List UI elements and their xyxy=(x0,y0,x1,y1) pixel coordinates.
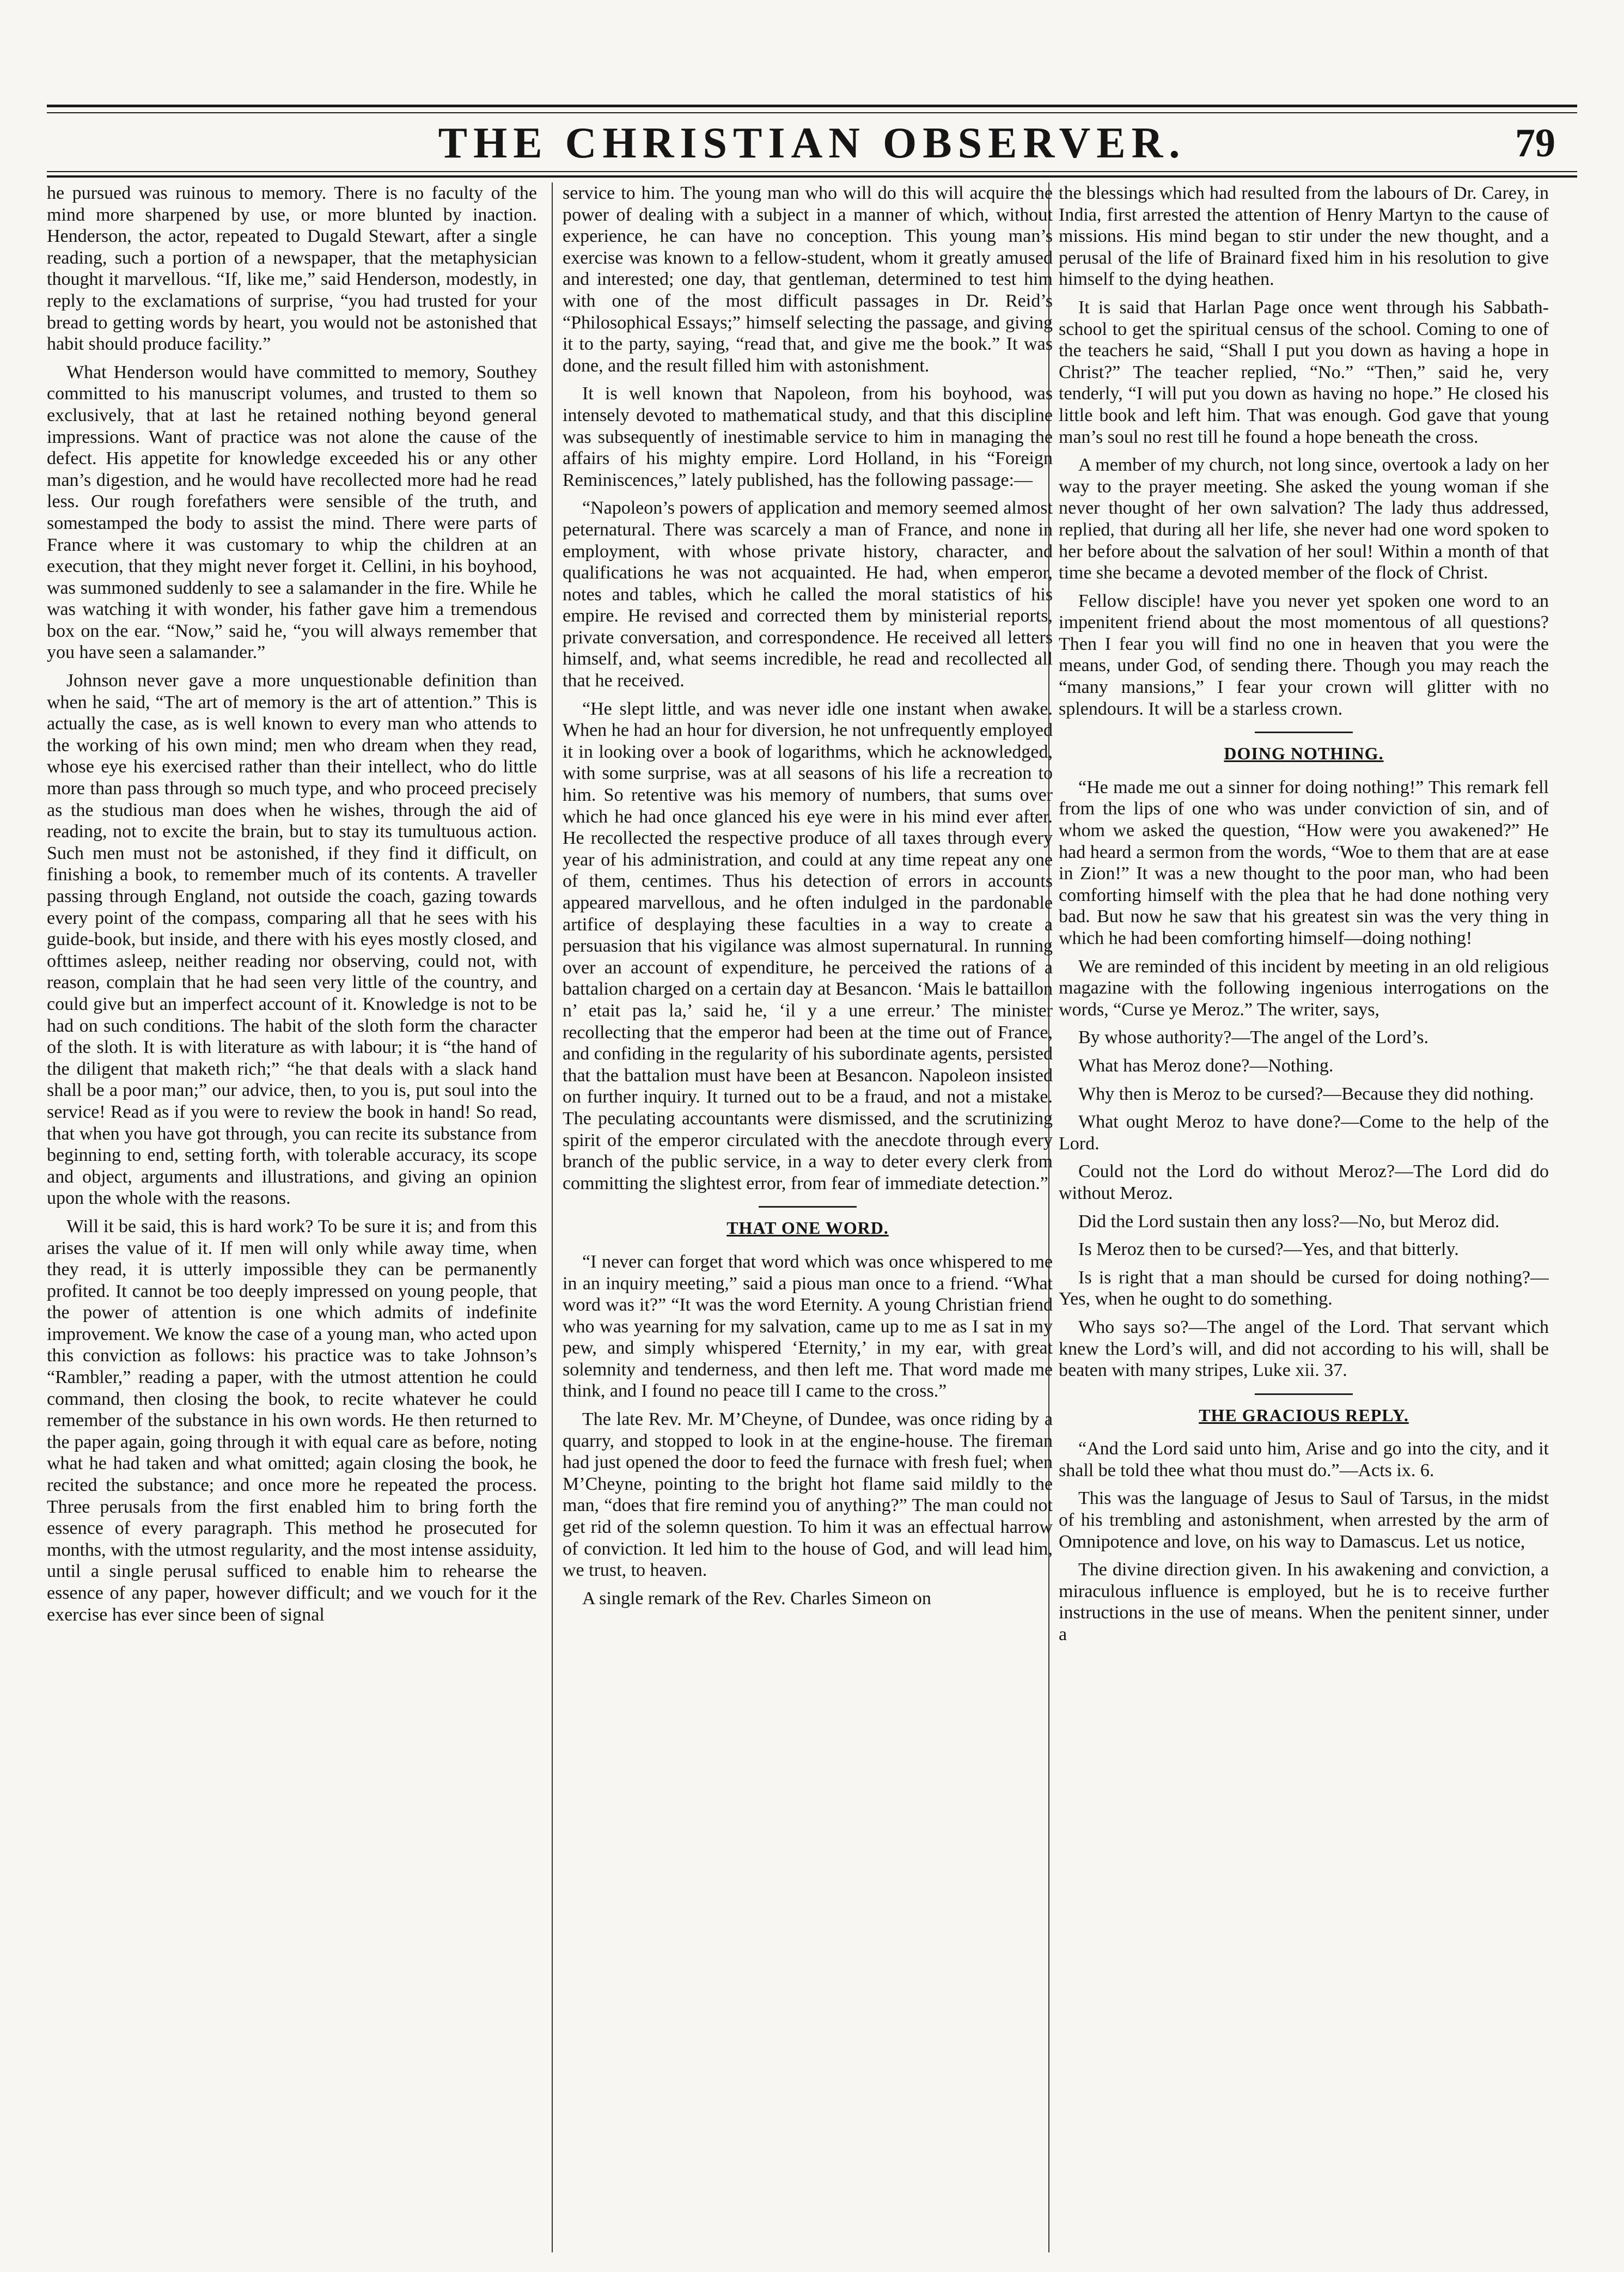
paragraph: It is said that Harlan Page once went through his Sabbath-school to get the spiritual census of the school. Coming to one of the teachers he said, “Shall I put you down as having a hope in Christ?” The teacher replied, “No.” “Then,” said he, very tenderly, “I will put you down as having no hope.” He closed his little book and left him. That was enough. God gave that young man’s soul no rest till he found a hope beneath the cross. xyxy=(1059,297,1549,447)
scripture-quote: “And the Lord said unto him, Arise and go into the city, and it shall be told thee what thou must do.”—Acts ix. 6. xyxy=(1059,1439,1549,1481)
paragraph: service to him. The young man who will do this will acquire the power of dealing with a subject in a manner of which, without experience, he can have no conception. This young man’s exercise was known to a fellow-student, whom it greatly amused and interested; one day, that gentleman, determined to test him with one of the most difficult passages in Dr. Reid’s “Philosophical Essays;” himself selecting the passage, and giving it to the party, saying, “read that, and give me the book.” It was done, and the result filled him with astonishment. xyxy=(563,183,1053,376)
quote-paragraph: “Napoleon’s powers of application and memory seemed almost peternatural. There was scarcely a man of France, and none in employment, with whose private history, character, and qualifications he was not acquainted. He had, when emperor, notes and tables, which he called the moral statistics of his empire. He revised and corrected them by ministerial reports, private conversation, and correspondence. He received all letters himself, and, what seems incredible, he read and recollected all that he received. xyxy=(563,498,1053,691)
paragraph: A single remark of the Rev. Charles Simeon on xyxy=(582,1588,931,1609)
masthead xyxy=(47,119,1577,168)
column-divider-1 xyxy=(552,182,553,2252)
top-rule-thin xyxy=(47,112,1577,113)
paragraph: the blessings which had resulted from the labours of Dr. Carey, in India, first arrested the attention of Henry Martyn to the cause of missions. His mind began to stir under the new thought, and a perusal of the life of Brainard fixed him in his resolution to give himself to the dying heathen. xyxy=(1059,183,1549,290)
paragraph: “I never can forget that word which was once whispered to me in an inquiry meeting,” said a pious man once to a friend. “What word was it?” “It was the word Eternity. A young Christian friend who was yearning for my salvation, came up to me as I sat in my pew, and simply whispered ‘Eternity,’ in my ear, with great solemnity and tenderness, and then left me. That word made me think, and I found no peace till I came to the cross.” xyxy=(563,1251,1053,1402)
paragraph: Fellow disciple! have you never yet spoken one word to an impenitent friend about the most momentous of all questions? Then I fear you will find no one in heaven that you were the means, under God, of sending there. Though you may reach the “many mansions,” I fear your crown will glitter with no splendours. It will be a starless crown. xyxy=(1059,590,1549,719)
column-3 xyxy=(1059,182,1549,2252)
interrogation-line: Did the Lord sustain then any loss?—No, but Meroz did. xyxy=(1078,1211,1500,1232)
paragraph: “He made me out a sinner for doing nothing!” This remark fell from the lips of one who was under conviction of sin, and of whom we asked the question, “How were you awakened?” He had heard a sermon from the words, “Woe to them that are at ease in Zion!” It was a new thought to the poor man, who had been comforting himself with the plea that he had done nothing very bad. But now he saw that his greatest sin was the very thing in which he had been comforting himself—doing nothing! xyxy=(1059,777,1549,948)
paragraph: The divine direction given. In his awakening and conviction, a miraculous influence is employed, but he is to receive further instructions in the use of means. When the penitent sinner, under a xyxy=(1059,1560,1549,1645)
quote-paragraph: “He slept little, and was never idle one instant when awake. When he had an hour for diversion, he not unfrequently employed it in looking over a book of logarithms, which he acknowledged, with some surprise, was at all seasons of his life a recreation to him. So retentive was his memory of numbers, that sums over which he had once glanced his eye were in his mind ever after. He recollected the respective produce of all taxes through every year of his administration, and could at any time repeat any one of them, centimes. Thus his detection of errors in accounts appeared marvellous, and he often indulged in the pardonable artifice of desplaying these faculties in a way to create a persuasion that his vigilance was almost supernatural. In running over an account of expenditure, he perceived the rations of a battalion charged on a certain day at Besancon. ‘Mais le battaillon n’ etait pas la,’ said he, ‘il y a une erreur.’ The minister recollecting that the emperor had been at the time out of France, and confiding in the regularity of his subordinate agents, persisted that the battalion must have been at Besancon. Napoleon insisted on further inquiry. It turned out to be a fraud, and not a mistake. The peculating accountants were dismissed, and the scrutinizing spirit of the emperor circulated with the anecdote through every branch of the public service, in a way to deter every clerk from committing the slightest error, from fear of immediate detection.” xyxy=(563,698,1053,1193)
paragraph: It is well known that Napoleon, from his boyhood, was intensely devoted to mathematical study, and that this discipline was subsequently of inestimable service to him in managing the affairs of his mighty empire. Lord Holland, in his “Foreign Reminiscences,” lately published, has the following passage:— xyxy=(563,383,1053,490)
top-rule-thick xyxy=(47,105,1577,107)
paragraph: This was the language of Jesus to Saul of Tarsus, in the midst of his trembling and astonishment, when arrested by the arm of Omnipotence and love, on his way to Damascus. Let us notice, xyxy=(1059,1488,1549,1552)
section-separator xyxy=(759,1206,857,1208)
section-heading-doing-nothing: DOING NOTHING. xyxy=(1224,744,1384,764)
page-number: 79 xyxy=(1515,121,1555,166)
masthead-rule-thick xyxy=(47,175,1577,178)
paragraph: he pursued was ruinous to memory. There is no faculty of the mind more sharpened by use, or more blunted by inaction. Henderson, the actor, repeated to Dugald Stewart, after a single reading, such a portion of a newspaper, that the metaphysician thought it marvellous. “If, like me,” said Henderson, modestly, in reply to the exclamations of surprise, “you had trusted for your bread to getting words by heart, you would not be astonished that habit should produce facility.” xyxy=(47,183,537,355)
interrogation-line: By whose authority?—The angel of the Lord’s. xyxy=(1078,1027,1429,1048)
section-heading-gracious-reply: THE GRACIOUS REPLY. xyxy=(1199,1405,1409,1425)
paragraph: What Henderson would have committed to memory, Southey committed to his manuscript volumes, and trusted to them so exclusively, that at last he retained nothing beyond general impressions. Want of practice was not alone the cause of the defect. His appetite for knowledge exceeded his or any other man’s digestion, and he would have recollected more had he read less. Our rough forefathers were sensible of the truth, and somestamped the body to assist the mind. There were parts of France where it was customary to whip the children at an execution, that they might never forget it. Cellini, in his boyhood, was summoned suddenly to see a salamander in the fire. While he was watching it with wonder, his father gave him a tremendous box on the ear. “Now,” said he, “you will always remember that you have seen a salamander.” xyxy=(47,362,537,663)
paragraph: Johnson never gave a more unquestionable definition than when he said, “The art of memory is the art of attention.” This is actually the case, as is well known to every man who attends to the working of his own mind; men who dream when they read, whose eye his exercised rather than their intellect, who do little more than pass through so much type, and who proceed precisely as the studious man does when he wishes, through the aid of reading, not to excite the brain, but to stay its tumultuous action. Such men must not be astonished, if they find it difficult, on finishing a book, to remember much of its contents. A traveller passing through England, not outside the coach, gazing towards every point of the compass, comparing all that he sees with his guide-book, but inside, and there with his eyes mostly closed, and ofttimes asleep, neither reading nor observing, could not, with reason, complain that he had seen very little of the country, and could give but an imperfect account of it. Knowledge is not to be had on such conditions. The habit of the sloth form the character of the sloth. It is with literature as with labour; it is “the hand of the diligent that maketh rich;” “he that deals with a slack hand shall be a poor man;” our advice, then, to you is, put soul into the service! Read as if you were to review the book in hand! So read, that when you have got through, you can recite its substance from beginning to end, setting forth, with tolerable accuracy, its scope and object, arguments and illustrations, and giving an opinion upon the whole with the reasons. xyxy=(47,671,537,1209)
paragraph: Will it be said, this is hard work? To be sure it is; and from this arises the value of it. If men will only while away time, when they read, it is utterly impossible they can be permanently profited. It cannot be too deeply impressed on young people, that the power of attention is one which admits of indefinite improvement. We know the case of a young man, who acted upon this conviction as follows: his practice was to take Johnson’s “Rambler,” reading a paper, with the utmost attention he could command, then closing the book, to recite whatever he could remember of the substance in his own words. He then returned to the paper again, going through it with equal care as before, noting what he had taken and what omitted; again closing the book, he recited the substance; and once more he repeated the process. Three perusals from the first enabled him to bring forth the essence of every paragraph. This method he prosecuted for months, with the utmost regularity, and the most intense assiduity, until a single perusal sufficed to enable him to rehearse the essence of any paper, however difficult; and we vouch for it the exercise has ever since been of signal xyxy=(47,1216,537,1625)
section-heading-that-one-word: THAT ONE WORD. xyxy=(726,1218,889,1238)
page-title: THE CHRISTIAN OBSERVER. xyxy=(438,119,1186,167)
column-2 xyxy=(563,182,1053,2252)
interrogation-line: Who says so?—The angel of the Lord. That servant which knew the Lord’s will, and did not according to his will, shall be beaten with many stripes, Luke xii. 37. xyxy=(1059,1317,1549,1381)
paragraph: We are reminded of this incident by meeting in an old religious magazine with the following ingenious interrogations on the words, “Curse ye Meroz.” The writer, says, xyxy=(1059,956,1549,1020)
interrogation-line: Could not the Lord do without Meroz?—The Lord did do without Meroz. xyxy=(1059,1161,1549,1203)
section-separator xyxy=(1255,732,1353,733)
column-1 xyxy=(47,182,537,2252)
section-separator xyxy=(1255,1393,1353,1395)
paragraph: The late Rev. Mr. M’Cheyne, of Dundee, was once riding by a quarry, and stopped to look in at the engine-house. The fireman had just opened the door to feed the furnace with fresh fuel; when M’Cheyne, pointing to the bright hot flame said mildly to the man, “does that fire remind you of anything?” The man could not get rid of the solemn question. To him it was an effectual harrow of conviction. It led him to the house of God, and will lead him, we trust, to heaven. xyxy=(563,1409,1053,1581)
interrogation-line: What ought Meroz to have done?—Come to the help of the Lord. xyxy=(1059,1112,1549,1154)
interrogation-line: Is Meroz then to be cursed?—Yes, and that bitterly. xyxy=(1078,1239,1459,1260)
interrogation-line: Is is right that a man should be cursed for doing nothing?—Yes, when he ought to do something. xyxy=(1059,1267,1549,1309)
interrogation-line: Why then is Meroz to be cursed?—Because they did nothing. xyxy=(1078,1083,1534,1104)
masthead-rule-thin xyxy=(47,171,1577,172)
paragraph: A member of my church, not long since, overtook a lady on her way to the prayer meeting. She asked the young woman if she never thought of her own salvation? The lady thus addressed, replied, that during all her life, she never had one word spoken to her before about the salvation of her soul! Within a month of that time she became a devoted member of the flock of Christ. xyxy=(1059,455,1549,583)
interrogation-line: What has Meroz done?—Nothing. xyxy=(1078,1055,1334,1076)
